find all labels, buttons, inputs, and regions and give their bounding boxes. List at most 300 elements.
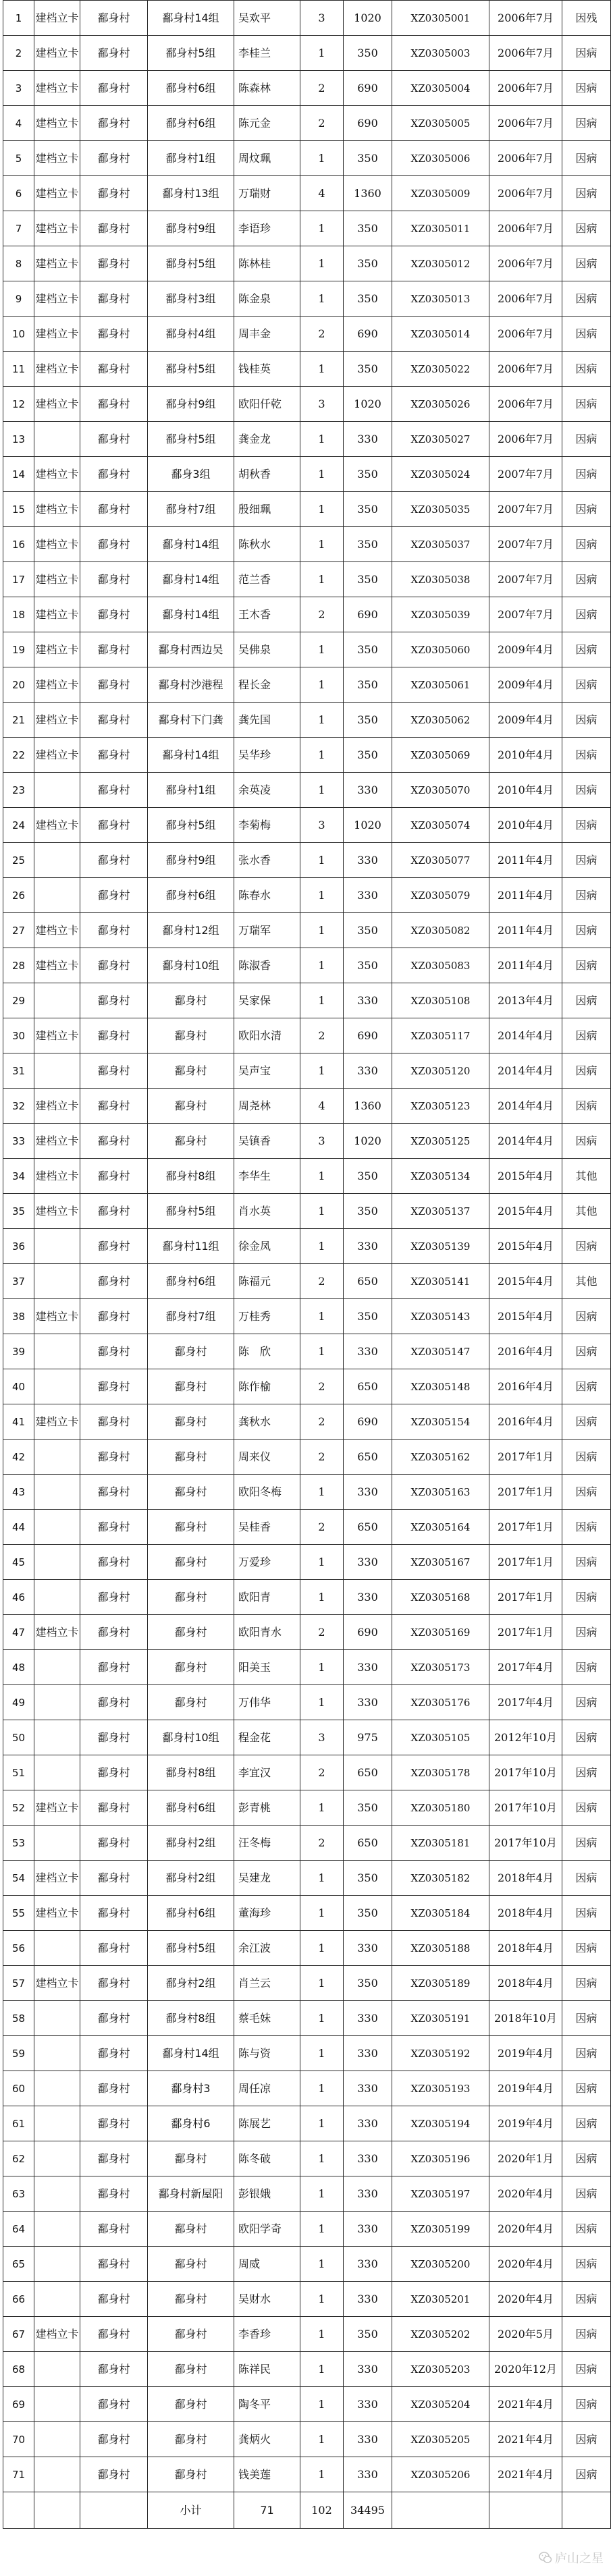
table-row	[3, 176, 611, 211]
monthly-amount-cell: 650	[344, 1264, 392, 1299]
table-row	[3, 738, 611, 773]
approval-date-cell: 2017年1月	[489, 1510, 562, 1545]
village-name-cell: 鄱身村	[80, 1790, 148, 1826]
monthly-amount-cell: 650	[344, 1755, 392, 1790]
householder-name-cell: 周炆珮	[234, 141, 300, 176]
approval-date-cell: 2015年4月	[489, 1229, 562, 1264]
poverty-reason-cell: 因病	[562, 1685, 611, 1720]
poverty-reason-cell: 因病	[562, 913, 611, 948]
monthly-amount-cell: 690	[344, 71, 392, 106]
row-number-cell: 6	[3, 176, 34, 211]
approval-date-cell: 2007年7月	[489, 562, 562, 597]
row-number-cell: 18	[3, 597, 34, 632]
person-count-cell: 2	[300, 106, 344, 141]
approval-date-cell: 2016年4月	[489, 1369, 562, 1404]
row-number-cell: 7	[3, 211, 34, 246]
household-type-cell: 建档立卡	[34, 808, 80, 843]
person-count-cell: 1	[300, 352, 344, 387]
householder-name-cell: 龚金龙	[234, 422, 300, 457]
table-row	[3, 597, 611, 632]
person-count-cell: 1	[300, 1229, 344, 1264]
certificate-id-cell: XZ0305005	[392, 106, 489, 141]
village-name-cell: 鄱身村	[80, 2282, 148, 2317]
village-group-cell: 鄱身村	[148, 983, 234, 1018]
household-type-cell	[34, 2247, 80, 2282]
certificate-id-cell: XZ0305011	[392, 211, 489, 246]
householder-name-cell: 吴佛泉	[234, 632, 300, 667]
poverty-reason-cell: 因病	[562, 2212, 611, 2247]
village-group-cell: 鄱身村3组	[148, 281, 234, 317]
row-number-cell: 51	[3, 1755, 34, 1790]
person-count-cell: 2	[300, 1615, 344, 1650]
table-row	[3, 913, 611, 948]
table-row	[3, 1229, 611, 1264]
approval-date-cell: 2017年1月	[489, 1580, 562, 1615]
approval-date-cell: 2016年4月	[489, 1404, 562, 1440]
person-count-cell: 1	[300, 773, 344, 808]
village-name-cell: 鄱身村	[80, 2001, 148, 2036]
village-group-cell: 鄱身村14组	[148, 527, 234, 562]
approval-date-cell: 2010年4月	[489, 773, 562, 808]
household-type-cell: 建档立卡	[34, 1124, 80, 1159]
monthly-amount-cell: 350	[344, 667, 392, 703]
village-group-cell: 鄱身村	[148, 1510, 234, 1545]
monthly-amount-cell: 330	[344, 2036, 392, 2071]
monthly-amount-cell: 1020	[344, 387, 392, 422]
householder-name-cell: 董海珍	[234, 1896, 300, 1931]
village-name-cell: 鄱身村	[80, 843, 148, 878]
approval-date-cell: 2006年7月	[489, 387, 562, 422]
person-count-cell: 2	[300, 1440, 344, 1475]
village-name-cell: 鄱身村	[80, 1931, 148, 1966]
householder-name-cell: 陈元金	[234, 106, 300, 141]
row-number-cell: 67	[3, 2317, 34, 2352]
table-row	[3, 1334, 611, 1369]
approval-date-cell: 2014年4月	[489, 1053, 562, 1089]
householder-name-cell: 阳美玉	[234, 1650, 300, 1685]
certificate-id-cell: XZ0305082	[392, 913, 489, 948]
table-row	[3, 808, 611, 843]
monthly-amount-cell: 350	[344, 1966, 392, 2001]
subtotal-label: 小计	[148, 2492, 234, 2529]
village-group-cell: 鄱身村	[148, 1334, 234, 1369]
household-type-cell: 建档立卡	[34, 1194, 80, 1229]
person-count-cell: 1	[300, 141, 344, 176]
approval-date-cell: 2011年4月	[489, 913, 562, 948]
poverty-reason-cell: 因病	[562, 2282, 611, 2317]
certificate-id-cell: XZ0305201	[392, 2282, 489, 2317]
person-count-cell: 2	[300, 1755, 344, 1790]
approval-date-cell: 2017年4月	[489, 1650, 562, 1685]
householder-name-cell: 陈淑香	[234, 948, 300, 983]
row-number-cell: 71	[3, 2457, 34, 2492]
monthly-amount-cell: 350	[344, 1159, 392, 1194]
person-count-cell: 2	[300, 1264, 344, 1299]
village-name-cell: 鄱身村	[80, 1545, 148, 1580]
monthly-amount-cell: 1020	[344, 1124, 392, 1159]
person-count-cell: 1	[300, 1053, 344, 1089]
row-number-cell: 1	[3, 1, 34, 36]
village-group-cell: 鄱身村6组	[148, 1790, 234, 1826]
row-number-cell: 46	[3, 1580, 34, 1615]
household-type-cell: 建档立卡	[34, 1896, 80, 1931]
household-type-cell	[34, 1053, 80, 1089]
monthly-amount-cell: 690	[344, 1404, 392, 1440]
householder-name-cell: 陈作榆	[234, 1369, 300, 1404]
household-type-cell	[34, 1510, 80, 1545]
household-type-cell	[34, 1755, 80, 1790]
poverty-reason-cell: 因病	[562, 2457, 611, 2492]
village-name-cell: 鄱身村	[80, 2387, 148, 2422]
person-count-cell: 1	[300, 562, 344, 597]
household-type-cell	[34, 773, 80, 808]
village-group-cell: 鄱身村	[148, 1440, 234, 1475]
village-group-cell: 鄱身村13组	[148, 176, 234, 211]
certificate-id-cell: XZ0305137	[392, 1194, 489, 1229]
certificate-id-cell: XZ0305001	[392, 1, 489, 36]
village-name-cell: 鄱身村	[80, 1089, 148, 1124]
row-number-cell: 61	[3, 2106, 34, 2141]
village-name-cell: 鄱身村	[80, 1580, 148, 1615]
monthly-amount-cell: 350	[344, 948, 392, 983]
village-group-cell: 鄱身村	[148, 1053, 234, 1089]
village-group-cell: 鄱身村	[148, 1369, 234, 1404]
approval-date-cell: 2014年4月	[489, 1018, 562, 1053]
household-type-cell	[34, 2071, 80, 2106]
poverty-reason-cell: 因病	[562, 878, 611, 913]
poverty-reason-cell: 因病	[562, 843, 611, 878]
person-count-cell: 1	[300, 667, 344, 703]
table-row	[3, 878, 611, 913]
household-type-cell	[34, 878, 80, 913]
table-row	[3, 1510, 611, 1545]
table-row	[3, 1159, 611, 1194]
household-type-cell: 建档立卡	[34, 597, 80, 632]
approval-date-cell: 2019年4月	[489, 2071, 562, 2106]
table-row	[3, 2317, 611, 2352]
approval-date-cell: 2017年10月	[489, 1790, 562, 1826]
table-row	[3, 527, 611, 562]
certificate-id-cell: XZ0305180	[392, 1790, 489, 1826]
certificate-id-cell: XZ0305169	[392, 1615, 489, 1650]
poverty-reason-cell: 其他	[562, 1194, 611, 1229]
poverty-reason-cell: 因病	[562, 2141, 611, 2176]
village-group-cell: 鄱身村9组	[148, 843, 234, 878]
household-type-cell	[34, 2176, 80, 2212]
poverty-reason-cell: 因病	[562, 2036, 611, 2071]
village-group-cell: 鄱身村6组	[148, 878, 234, 913]
row-number-cell: 5	[3, 141, 34, 176]
row-number-cell: 12	[3, 387, 34, 422]
person-count-cell: 1	[300, 1299, 344, 1334]
row-number-cell: 34	[3, 1159, 34, 1194]
row-number-cell: 68	[3, 2352, 34, 2387]
household-type-cell: 建档立卡	[34, 667, 80, 703]
village-group-cell: 鄱身村	[148, 2352, 234, 2387]
certificate-id-cell: XZ0305006	[392, 141, 489, 176]
poverty-reason-cell: 因病	[562, 2176, 611, 2212]
person-count-cell: 1	[300, 1545, 344, 1580]
row-number-cell: 64	[3, 2212, 34, 2247]
household-type-cell: 建档立卡	[34, 176, 80, 211]
poverty-reason-cell: 因病	[562, 387, 611, 422]
village-group-cell: 鄱身村	[148, 2317, 234, 2352]
poverty-reason-cell: 因病	[562, 457, 611, 492]
row-number-cell: 50	[3, 1720, 34, 1755]
approval-date-cell: 2006年7月	[489, 352, 562, 387]
poverty-reason-cell: 因病	[562, 1053, 611, 1089]
monthly-amount-cell: 650	[344, 1369, 392, 1404]
approval-date-cell: 2018年10月	[489, 2001, 562, 2036]
poverty-reason-cell: 因病	[562, 1720, 611, 1755]
person-count-cell: 1	[300, 2457, 344, 2492]
monthly-amount-cell: 350	[344, 738, 392, 773]
householder-name-cell: 陶冬平	[234, 2387, 300, 2422]
certificate-id-cell: XZ0305035	[392, 492, 489, 527]
village-name-cell: 鄱身村	[80, 1229, 148, 1264]
table-row	[3, 667, 611, 703]
household-type-cell	[34, 2352, 80, 2387]
person-count-cell: 1	[300, 492, 344, 527]
village-group-cell: 鄱身村5组	[148, 352, 234, 387]
table-row	[3, 1299, 611, 1334]
poverty-reason-cell: 因病	[562, 36, 611, 71]
poverty-reason-cell: 因病	[562, 352, 611, 387]
row-number-cell: 62	[3, 2141, 34, 2176]
approval-date-cell: 2018年4月	[489, 1931, 562, 1966]
village-group-cell: 鄱身村5组	[148, 422, 234, 457]
household-type-cell	[34, 2036, 80, 2071]
village-group-cell: 鄱身村	[148, 2212, 234, 2247]
row-number-cell: 48	[3, 1650, 34, 1685]
table-row	[3, 1124, 611, 1159]
village-name-cell: 鄱身村	[80, 1440, 148, 1475]
household-type-cell: 建档立卡	[34, 106, 80, 141]
person-count-cell: 1	[300, 1861, 344, 1896]
householder-name-cell: 欧阳学奇	[234, 2212, 300, 2247]
table-row	[3, 1931, 611, 1966]
certificate-id-cell: XZ0305069	[392, 738, 489, 773]
householder-name-cell: 陈与资	[234, 2036, 300, 2071]
village-name-cell: 鄱身村	[80, 71, 148, 106]
approval-date-cell: 2020年12月	[489, 2352, 562, 2387]
table-row	[3, 422, 611, 457]
table-row	[3, 1580, 611, 1615]
row-number-cell: 29	[3, 983, 34, 1018]
monthly-amount-cell: 1360	[344, 176, 392, 211]
row-number-cell: 47	[3, 1615, 34, 1650]
approval-date-cell: 2009年4月	[489, 632, 562, 667]
row-number-cell: 43	[3, 1475, 34, 1510]
poverty-reason-cell: 因病	[562, 527, 611, 562]
monthly-amount-cell: 330	[344, 2176, 392, 2212]
approval-date-cell: 2020年4月	[489, 2247, 562, 2282]
poverty-reason-cell: 因病	[562, 1475, 611, 1510]
household-type-cell: 建档立卡	[34, 141, 80, 176]
certificate-id-cell: XZ0305060	[392, 632, 489, 667]
village-group-cell: 鄱身村5组	[148, 246, 234, 281]
table-row	[3, 106, 611, 141]
monthly-amount-cell: 330	[344, 1545, 392, 1580]
approval-date-cell: 2006年7月	[489, 176, 562, 211]
certificate-id-cell: XZ0305143	[392, 1299, 489, 1334]
village-name-cell: 鄱身村	[80, 1404, 148, 1440]
table-row	[3, 1720, 611, 1755]
household-type-cell	[34, 1264, 80, 1299]
certificate-id-cell: XZ0305014	[392, 317, 489, 352]
monthly-amount-cell: 1020	[344, 1, 392, 36]
table-row	[3, 1685, 611, 1720]
village-group-cell: 鄱身村	[148, 1475, 234, 1510]
village-group-cell: 鄱身村5组	[148, 1931, 234, 1966]
person-count-cell: 1	[300, 632, 344, 667]
poverty-reason-cell: 因病	[562, 2071, 611, 2106]
person-count-cell: 2	[300, 1510, 344, 1545]
monthly-amount-cell: 975	[344, 1720, 392, 1755]
certificate-id-cell: XZ0305120	[392, 1053, 489, 1089]
person-count-cell: 4	[300, 176, 344, 211]
poverty-reason-cell: 因病	[562, 2387, 611, 2422]
householder-name-cell: 陈祥民	[234, 2352, 300, 2387]
poverty-reason-cell: 因病	[562, 738, 611, 773]
row-number-cell: 30	[3, 1018, 34, 1053]
poverty-reason-cell: 因病	[562, 808, 611, 843]
approval-date-cell: 2011年4月	[489, 843, 562, 878]
certificate-id-cell: XZ0305108	[392, 983, 489, 1018]
village-group-cell: 鄱身3组	[148, 457, 234, 492]
monthly-amount-cell: 350	[344, 141, 392, 176]
householder-name-cell: 李香珍	[234, 2317, 300, 2352]
row-number-cell: 54	[3, 1861, 34, 1896]
householder-name-cell: 吴华珍	[234, 738, 300, 773]
monthly-amount-cell: 650	[344, 1440, 392, 1475]
monthly-amount-cell: 350	[344, 913, 392, 948]
person-count-cell: 1	[300, 1685, 344, 1720]
village-group-cell: 鄱身村14组	[148, 597, 234, 632]
monthly-amount-cell: 330	[344, 1580, 392, 1615]
monthly-amount-cell: 690	[344, 1615, 392, 1650]
person-count-cell: 1	[300, 703, 344, 738]
row-number-cell: 58	[3, 2001, 34, 2036]
table-row	[3, 492, 611, 527]
poverty-reason-cell: 因病	[562, 2001, 611, 2036]
village-group-cell: 鄱身村	[148, 1018, 234, 1053]
person-count-cell: 1	[300, 2036, 344, 2071]
village-name-cell: 鄱身村	[80, 1650, 148, 1685]
approval-date-cell: 2015年4月	[489, 1194, 562, 1229]
householder-name-cell: 万爱珍	[234, 1545, 300, 1580]
table-row	[3, 2176, 611, 2212]
certificate-id-cell: XZ0305009	[392, 176, 489, 211]
poverty-reason-cell: 因病	[562, 141, 611, 176]
village-name-cell: 鄱身村	[80, 1018, 148, 1053]
row-number-cell: 53	[3, 1826, 34, 1861]
approval-date-cell: 2012年10月	[489, 1720, 562, 1755]
village-group-cell: 鄱身村	[148, 1124, 234, 1159]
village-name-cell: 鄱身村	[80, 913, 148, 948]
village-name-cell: 鄱身村	[80, 527, 148, 562]
village-group-cell: 鄱身村	[148, 1615, 234, 1650]
household-type-cell: 建档立卡	[34, 703, 80, 738]
row-number-cell: 41	[3, 1404, 34, 1440]
table-row	[3, 352, 611, 387]
table-row	[3, 2141, 611, 2176]
person-count-cell: 1	[300, 2106, 344, 2141]
poverty-reason-cell: 因病	[562, 2247, 611, 2282]
householder-name-cell: 陈 欣	[234, 1334, 300, 1369]
monthly-amount-cell: 350	[344, 211, 392, 246]
village-group-cell: 鄱身村	[148, 2247, 234, 2282]
village-name-cell: 鄱身村	[80, 1826, 148, 1861]
approval-date-cell: 2018年4月	[489, 1896, 562, 1931]
person-count-cell: 3	[300, 1720, 344, 1755]
household-type-cell: 建档立卡	[34, 1966, 80, 2001]
certificate-id-cell: XZ0305202	[392, 2317, 489, 2352]
poverty-reason-cell: 因病	[562, 71, 611, 106]
person-count-cell: 3	[300, 1, 344, 36]
monthly-amount-cell: 330	[344, 2422, 392, 2457]
village-name-cell: 鄱身村	[80, 1334, 148, 1369]
monthly-amount-cell: 350	[344, 1790, 392, 1826]
household-type-cell: 建档立卡	[34, 317, 80, 352]
monthly-amount-cell: 330	[344, 1685, 392, 1720]
village-name-cell: 鄱身村	[80, 1966, 148, 2001]
village-group-cell: 鄱身村6组	[148, 106, 234, 141]
table-row	[3, 2247, 611, 2282]
village-name-cell: 鄱身村	[80, 457, 148, 492]
table-row	[3, 2387, 611, 2422]
householder-name-cell: 周丰金	[234, 317, 300, 352]
household-type-cell: 建档立卡	[34, 387, 80, 422]
table-row	[3, 2001, 611, 2036]
certificate-id-cell: XZ0305026	[392, 387, 489, 422]
subtotal-households: 71	[234, 2492, 300, 2529]
person-count-cell: 1	[300, 422, 344, 457]
village-name-cell: 鄱身村	[80, 773, 148, 808]
table-row	[3, 632, 611, 667]
person-count-cell: 1	[300, 1966, 344, 2001]
householder-name-cell: 吴家保	[234, 983, 300, 1018]
householder-name-cell: 陈森林	[234, 71, 300, 106]
certificate-id-cell: XZ0305079	[392, 878, 489, 913]
certificate-id-cell: XZ0305167	[392, 1545, 489, 1580]
household-type-cell: 建档立卡	[34, 246, 80, 281]
certificate-id-cell: XZ0305162	[392, 1440, 489, 1475]
approval-date-cell: 2020年5月	[489, 2317, 562, 2352]
household-type-cell	[34, 1334, 80, 1369]
certificate-id-cell: XZ0305173	[392, 1650, 489, 1685]
village-group-cell: 鄱身村4组	[148, 317, 234, 352]
householder-name-cell: 李华生	[234, 1159, 300, 1194]
row-number-cell: 4	[3, 106, 34, 141]
person-count-cell: 1	[300, 843, 344, 878]
village-name-cell: 鄱身村	[80, 211, 148, 246]
poverty-reason-cell: 因病	[562, 1650, 611, 1685]
roster-table	[3, 0, 611, 2529]
monthly-amount-cell: 690	[344, 106, 392, 141]
village-name-cell: 鄱身村	[80, 2247, 148, 2282]
monthly-amount-cell: 330	[344, 843, 392, 878]
village-name-cell: 鄱身村	[80, 1299, 148, 1334]
row-number-cell: 16	[3, 527, 34, 562]
monthly-amount-cell: 350	[344, 36, 392, 71]
table-row	[3, 1896, 611, 1931]
village-group-cell: 鄱身村下门龚	[148, 703, 234, 738]
household-type-cell	[34, 983, 80, 1018]
person-count-cell: 2	[300, 71, 344, 106]
household-type-cell: 建档立卡	[34, 36, 80, 71]
row-number-cell: 38	[3, 1299, 34, 1334]
